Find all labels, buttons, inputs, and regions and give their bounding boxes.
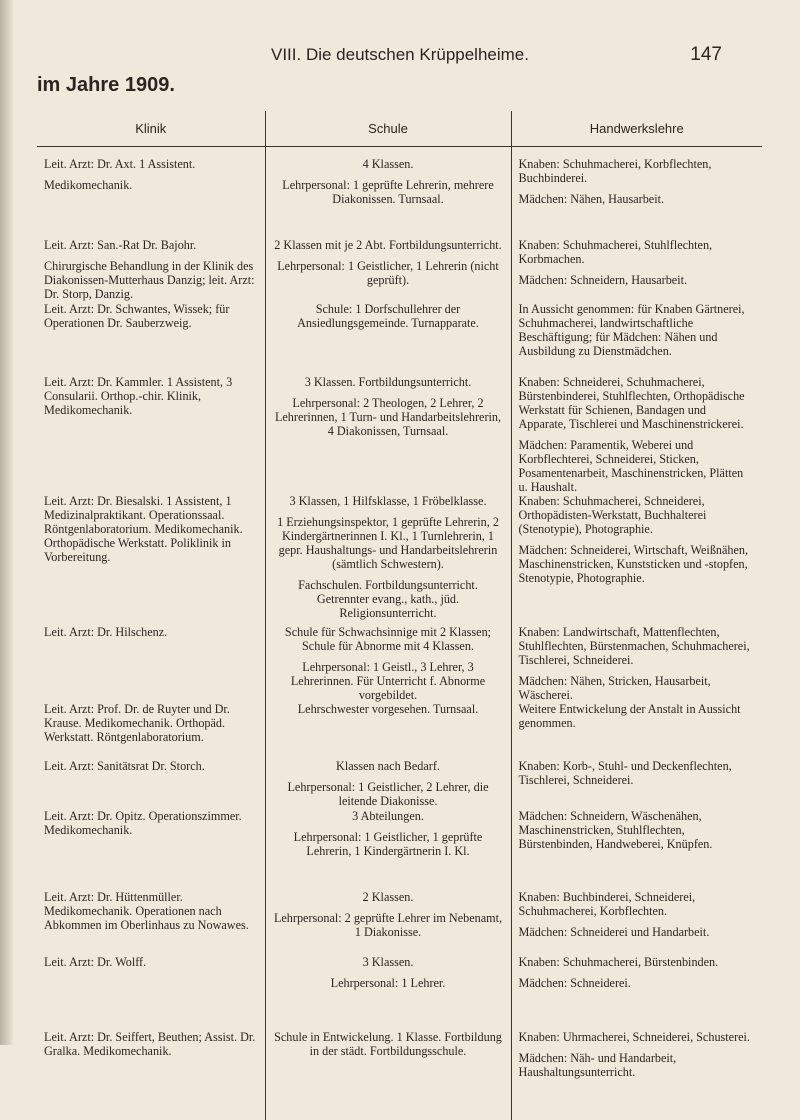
- cell-schule: [265, 809, 511, 890]
- klinik-paragraph: Leit. Arzt: Dr. Hüttenmüller. Medikomechanik. Operationen nach Abkommen im Oberlinhaus zu Nowawes.: [44, 889, 249, 932]
- schule-paragraph: Lehrpersonal: 1 Geistlicher, 2 Lehrer, die leitende Diakonisse.: [287, 779, 489, 808]
- column-header-schule: Schule: [265, 111, 511, 147]
- handwerk-paragraph: Mädchen: Näh- und Handarbeit, Haushaltungsunterricht.: [518, 1050, 677, 1079]
- column-header-klinik: Klinik: [37, 111, 265, 147]
- handwerk-paragraph: Mädchen: Paramentik, Weberei und Korbflechterei, Schneiderei, Sticken, Posamentenarbeit, Maschinenstricken, Plätten u. Haushalt.: [518, 437, 744, 494]
- table-row: [37, 1030, 762, 1120]
- table-row: [37, 375, 762, 494]
- schule-paragraph: 3 Klassen, 1 Hilfsklasse, 1 Fröbelklasse.: [289, 493, 487, 508]
- cell-handwerk: [511, 375, 762, 494]
- schule-paragraph: Lehrpersonal: 1 Geistlicher, 1 Lehrerin (nicht geprüft).: [277, 258, 499, 287]
- handwerk-paragraph: Mädchen: Schneiderei und Handarbeit.: [518, 924, 710, 939]
- handwerk-paragraph: Knaben: Schuhmacherei, Stuhlflechten, Korbmachen.: [518, 237, 713, 266]
- cell-klinik: [37, 147, 265, 238]
- klinik-paragraph: Leit. Arzt: Dr. Schwantes, Wissek; für Operationen Dr. Sauberzweig.: [44, 301, 230, 330]
- klinik-paragraph: Leit. Arzt: Dr. Wolff.: [44, 954, 147, 969]
- cell-handwerk: [511, 1030, 762, 1120]
- cell-schule: [265, 494, 511, 625]
- handwerk-paragraph: In Aussicht genommen: für Knaben Gärtnerei, Schuhmacherei, landwirtschaftliche Beschäftigung; für Mädchen: Nähen und Ausbildung zu Dienstmädchen.: [518, 301, 745, 358]
- handwerk-paragraph: Mädchen: Schneidern, Hausarbeit.: [518, 272, 688, 287]
- handwerk-paragraph: Knaben: Schuhmacherei, Korbflechten, Buchbinderei.: [518, 157, 712, 185]
- cell-handwerk: [511, 809, 762, 890]
- klinik-paragraph: Leit. Arzt: Dr. Opitz. Operationszimmer. Medikomechanik.: [44, 808, 242, 837]
- schule-paragraph: Lehrpersonal: 2 geprüfte Lehrer im Nebenamt, 1 Diakonisse.: [273, 910, 503, 939]
- schule-paragraph: 4 Klassen.: [362, 157, 414, 171]
- schule-paragraph: Schule in Entwickelung. 1 Klasse. Fortbildung in der städt. Fortbildungsschule.: [274, 1029, 502, 1058]
- cell-schule: [265, 759, 511, 809]
- handwerk-paragraph: Mädchen: Nähen, Stricken, Hausarbeit, Wäscherei.: [518, 673, 711, 702]
- cell-handwerk: [511, 302, 762, 375]
- klinik-paragraph: Leit. Arzt: Dr. Biesalski. 1 Assistent, 1 Medizinalpraktikant. Operationssaal. Röntgenlaboratorium. Medikomechanik. Orthopädische Werkstatt. Poliklinik in Vorbereitung.: [44, 493, 243, 564]
- cell-schule: [265, 890, 511, 955]
- table-row: [37, 625, 762, 702]
- schule-paragraph: Schule: 1 Dorfschullehrer der Ansiedlungsgemeinde. Turnapparate.: [297, 301, 479, 330]
- schule-paragraph: 3 Abteilungen.: [352, 808, 424, 823]
- handwerk-paragraph: Knaben: Schneiderei, Schuhmacherei, Bürstenbinderei, Stuhlflechten, Orthopädische Werkstatt für Schienen, Bandagen und Apparate, Tischlerei und Maschinenstrickerei.: [518, 374, 745, 431]
- table-row: [37, 890, 762, 955]
- handwerk-paragraph: Weitere Entwickelung der Anstalt in Aussicht genommen.: [518, 701, 741, 730]
- cell-schule: [265, 147, 511, 238]
- cell-schule: [265, 625, 511, 702]
- klinik-paragraph: Leit. Arzt: Sanitätsrat Dr. Storch.: [44, 758, 205, 773]
- handwerk-paragraph: Mädchen: Nähen, Hausarbeit.: [518, 192, 665, 206]
- table-row: [37, 302, 762, 375]
- table-row: [37, 955, 762, 1030]
- handwerk-paragraph: Mädchen: Schneiderei, Wirtschaft, Weißnähen, Maschinenstricken, Kunststicken und -stopfen, Stenotypie, Photographie.: [518, 542, 749, 585]
- cell-schule: [265, 702, 511, 759]
- cell-handwerk: [511, 494, 762, 625]
- cell-handwerk: [511, 147, 762, 238]
- klinik-paragraph: Leit. Arzt: Dr. Axt. 1 Assistent.: [44, 157, 196, 171]
- cell-klinik: [37, 302, 265, 375]
- handwerk-paragraph: Knaben: Schuhmacherei, Bürstenbinden.: [518, 954, 719, 969]
- cell-schule: [265, 238, 511, 302]
- table-row: [37, 147, 762, 238]
- cell-klinik: [37, 375, 265, 494]
- schule-paragraph: 1 Erziehungsinspektor, 1 geprüfte Lehrerin, 2 Kindergärtnerinnen I. Kl., 1 Turnlehrerin, 1 gepr. Haushaltungs- und Handarbeitslehrerin (sämtlich Schwestern).: [277, 514, 499, 571]
- handwerk-paragraph: Knaben: Uhrmacherei, Schneiderei, Schusterei.: [518, 1029, 750, 1044]
- schule-paragraph: Lehrpersonal: 1 Lehrer.: [330, 975, 446, 990]
- table-row: [37, 809, 762, 890]
- cell-klinik: [37, 238, 265, 302]
- schule-paragraph: 3 Klassen. Fortbildungsunterricht.: [304, 374, 472, 389]
- handwerk-paragraph: Knaben: Schuhmacherei, Schneiderei, Orthopädisten-Werkstatt, Buchhalterei (Stenotypie), Photographie.: [518, 493, 707, 536]
- handwerk-paragraph: Mädchen: Schneidern, Wäschenähen, Maschinenstricken, Stuhlflechten, Bürstenbinden, Handweberei, Knüpfen.: [518, 808, 713, 851]
- handwerk-paragraph: Mädchen: Schneiderei.: [518, 975, 631, 990]
- schule-paragraph: 3 Klassen.: [362, 954, 414, 969]
- year-heading: im Jahre 1909.: [37, 74, 175, 96]
- institutions-table: [37, 111, 762, 1120]
- cell-klinik: [37, 759, 265, 809]
- cell-schule: [265, 302, 511, 375]
- table-row: [37, 702, 762, 759]
- cell-handwerk: [511, 890, 762, 955]
- cell-handwerk: [511, 702, 762, 759]
- cell-klinik: [37, 702, 265, 759]
- schule-paragraph: Fachschulen. Fortbildungsunterricht. Getrennter evang., kath., jüd. Religionsunterricht.: [298, 577, 478, 620]
- schule-paragraph: Lehrschwester vorgesehen. Turnsaal.: [297, 701, 479, 716]
- table-header-row: [37, 111, 762, 147]
- handwerk-paragraph: Knaben: Korb-, Stuhl- und Deckenflechten, Tischlerei, Schneiderei.: [518, 758, 732, 787]
- schule-paragraph: 2 Klassen.: [362, 889, 414, 904]
- schule-paragraph: Lehrpersonal: 1 Geistlicher, 1 geprüfte Lehrerin, 1 Kindergärtnerin I. Kl.: [293, 829, 483, 858]
- table-row: [37, 759, 762, 809]
- klinik-paragraph: Chirurgische Behandlung in der Klinik des Diakonissen-Mutterhaus Danzig; leit. Arzt: Dr. Storp, Danzig.: [44, 258, 255, 301]
- running-header: VIII. Die deutschen Krüppelheime.: [271, 45, 529, 64]
- cell-handwerk: [511, 955, 762, 1030]
- cell-handwerk: [511, 238, 762, 302]
- page-spine-shadow: [0, 0, 14, 1045]
- schule-paragraph: 2 Klassen mit je 2 Abt. Fortbildungsunterricht.: [274, 237, 502, 252]
- schule-paragraph: Schule für Schwachsinnige mit 2 Klassen; Schule für Abnorme mit 4 Klassen.: [284, 624, 492, 653]
- schule-paragraph: Lehrpersonal: 1 geprüfte Lehrerin, mehrere Diakonissen. Turnsaal.: [282, 178, 494, 206]
- cell-handwerk: [511, 625, 762, 702]
- cell-klinik: [37, 890, 265, 955]
- klinik-paragraph: Leit. Arzt: Dr. Hilschenz.: [44, 624, 168, 639]
- cell-klinik: [37, 809, 265, 890]
- cell-schule: [265, 1030, 511, 1120]
- schule-paragraph: Lehrpersonal: 2 Theologen, 2 Lehrer, 2 Lehrerinnen, 1 Turn- und Handarbeitslehrerin, 4 Diakonissen, Turnsaal.: [274, 395, 502, 438]
- table-row: [37, 494, 762, 625]
- handwerk-paragraph: Knaben: Buchbinderei, Schneiderei, Schuhmacherei, Korbflechten.: [518, 889, 696, 918]
- cell-schule: [265, 375, 511, 494]
- schule-paragraph: Lehrpersonal: 1 Geistl., 3 Lehrer, 3 Lehrerinnen. Für Unterricht f. Abnorme vorgebildet.: [290, 659, 486, 702]
- cell-klinik: [37, 955, 265, 1030]
- schule-paragraph: Klassen nach Bedarf.: [336, 758, 440, 773]
- handwerk-paragraph: Knaben: Landwirtschaft, Mattenflechten, Stuhlflechten, Bürstenmachen, Schuhmacherei, Tischlerei, Schneiderei.: [518, 624, 750, 667]
- column-header-handwerk: Handwerkslehre: [511, 111, 762, 147]
- page-number: 147: [690, 44, 722, 65]
- klinik-paragraph: Leit. Arzt: Dr. Seiffert, Beuthen; Assist. Dr. Gralka. Medikomechanik.: [44, 1029, 256, 1058]
- klinik-paragraph: Leit. Arzt: Prof. Dr. de Ruyter und Dr. Krause. Medikomechanik. Orthopäd. Werkstatt. Röntgenlaboratorium.: [44, 701, 230, 744]
- cell-handwerk: [511, 759, 762, 809]
- cell-klinik: [37, 1030, 265, 1120]
- klinik-paragraph: Medikomechanik.: [44, 178, 133, 192]
- table-row: [37, 238, 762, 302]
- cell-klinik: [37, 494, 265, 625]
- cell-schule: [265, 955, 511, 1030]
- cell-klinik: [37, 625, 265, 702]
- klinik-paragraph: Leit. Arzt: Dr. Kammler. 1 Assistent, 3 Consularii. Orthop.-chir. Klinik, Medikomechanik.: [44, 374, 233, 417]
- klinik-paragraph: Leit. Arzt: San.-Rat Dr. Bajohr.: [44, 237, 197, 252]
